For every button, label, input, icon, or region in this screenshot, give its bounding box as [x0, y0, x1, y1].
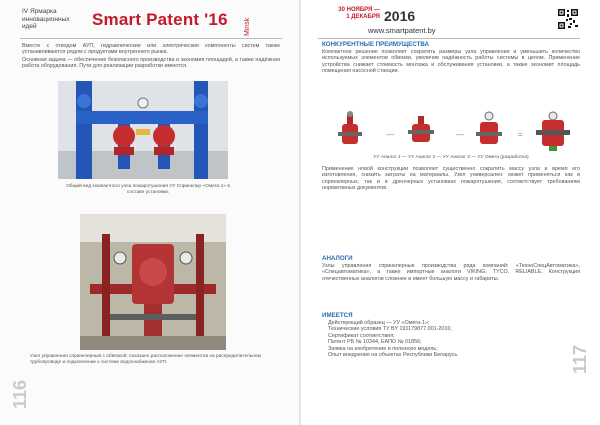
- installation-photo-blue: [58, 81, 228, 179]
- list-item: Действующий образец — УУ «Омега-1»;: [328, 320, 430, 326]
- valves-caption: УУ Аналог 1 — УУ Аналог 2 — УУ Аналог 3 — УУ Омега (разработка): [373, 155, 529, 160]
- intro-paragraph-2: Основная задача — обеспечение безопасного производства и экономия площадей, а также надёжная работа оборудования. Пути для реализации разработки имеются.: [22, 57, 280, 70]
- valve-analog-1: [338, 111, 362, 144]
- page-gutter: [299, 0, 301, 425]
- header-divider-right: [318, 38, 580, 39]
- website: www.smartpatent.by: [368, 26, 436, 35]
- available-list: [328, 320, 580, 358]
- valve-analog-3: [476, 112, 502, 144]
- svg-text:—: —: [456, 130, 464, 139]
- advantages-text: Компактное решение позволяет сократить размеры узла управления и уменьшить количество используемых элементов обвязки, увеличив надёжность работы системы в целом. Применение устройства снижает стоимость монтажа и обслуживания установки, а также экономит площадь помещения насосной станции.: [322, 49, 580, 75]
- event-date: [300, 7, 380, 21]
- brand-city: Minsk: [244, 17, 251, 36]
- page-number-right: 117: [570, 345, 590, 375]
- blue-piping-illustration: [58, 81, 228, 179]
- advantages-heading: КОНКУРЕНТНЫЕ ПРЕИМУЩЕСТВА: [322, 41, 430, 48]
- list-item: Технические условия ТУ BY 191179877.001-2016;: [328, 326, 452, 333]
- analogs-text: Узлы управления спринклерные производства ряда компаний: «ТехноСпецАвтоматика», «Спецавтоматика», а также импортные аналоги VIKING, TYCO, RELIABLE. Конструкция отечественных аналогов сложнее и имеет большую массу и габариты.: [322, 263, 580, 282]
- svg-text:=: =: [518, 130, 523, 139]
- svg-text:—: —: [386, 130, 394, 139]
- page-number-left: 116: [10, 380, 30, 410]
- list-item: Патент РБ № 10344, ЕАПО № 01856;: [328, 339, 422, 346]
- right-page: [300, 0, 600, 425]
- valve-omega: [536, 112, 570, 151]
- event-year: 2016: [384, 8, 416, 24]
- list-item: Опыт внедрения на объектах Республики Беларусь.: [328, 352, 459, 359]
- valves-comparison-illustration: [338, 110, 578, 152]
- red-valve-illustration: [80, 214, 226, 350]
- available-heading: ИМЕЕТСЯ: [322, 312, 353, 319]
- photo2-caption: Узел управления спринклерный с обвязкой; показано расположение элементов на распределительном трубопроводе и подключение к системе водоснабжения АУП.: [30, 354, 261, 365]
- installation-photo-red: [80, 214, 226, 350]
- brand-title: Smart Patent '16: [92, 10, 228, 29]
- brand-text: IV Ярмарка инновационных идей: [22, 8, 70, 30]
- date-line-1: 30 НОЯБРЯ —: [338, 7, 380, 13]
- list-item: Сертификат соответствия;: [328, 332, 395, 339]
- advantages-text-2: Применение новой конструкции позволяет существенно сократить массу узла и время его изготовления, снизить затраты на материалы. Узел универсален: может применяться как в спринклерных, так и в дренчерных установках пожаротушения, соответствует требованиям нормативных документов.: [322, 166, 580, 192]
- date-line-2: 1 ДЕКАБРЯ: [346, 14, 380, 20]
- list-item: Заявка на изобретение и полезную модель;: [328, 345, 438, 352]
- analogs-heading: АНАЛОГИ: [322, 255, 353, 262]
- qr-code-icon: [557, 8, 579, 30]
- valve-analog-2: [408, 116, 434, 142]
- header-divider: [20, 38, 282, 39]
- photo1-caption: Общий вид компактного узла пожаротушения УУ Спринклер «Омега-1» в составе установки.: [66, 184, 230, 195]
- intro-paragraph: Вместе с отводом АУП, гидравлические или электрические компоненты систем также устанавливаются рядом с продуктами внутреннего рынка.: [22, 43, 280, 56]
